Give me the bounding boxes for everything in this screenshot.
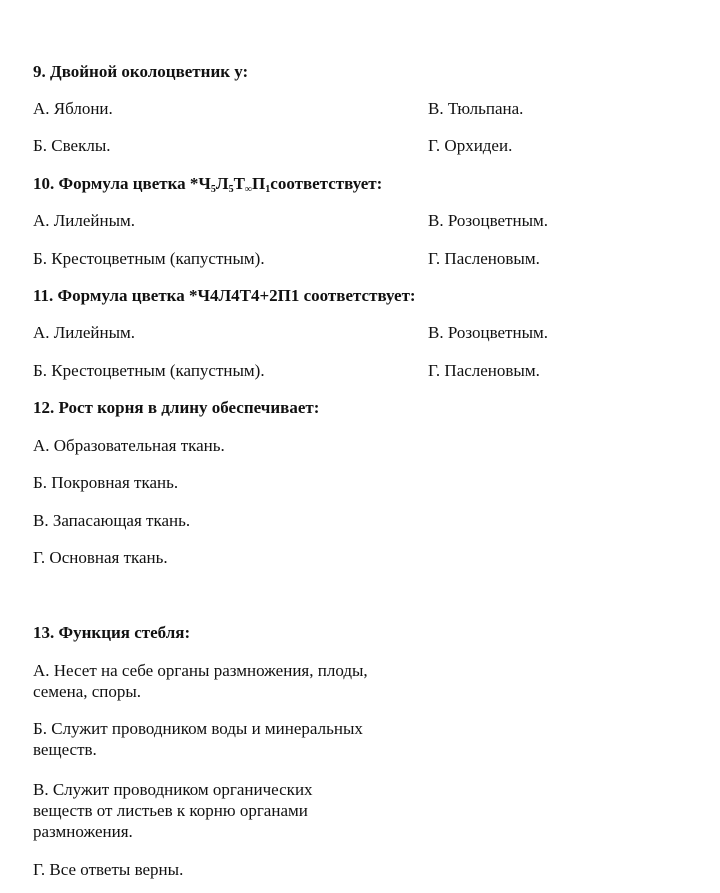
- q10-sub-stamens: ∞: [244, 184, 253, 195]
- q9-option-v: В. Тюльпана.: [428, 99, 524, 118]
- q9-option-g: Г. Орхидеи.: [428, 136, 513, 155]
- q11-option-a: А. Лилейным.: [33, 323, 136, 342]
- q9-option-a: А. Яблони.: [33, 99, 113, 118]
- q10-option-v: В. Розоцветным.: [428, 211, 549, 230]
- question-9-title: 9. Двойной околоцветник у:: [33, 62, 249, 81]
- q13-option-g: Г. Все ответы верны.: [33, 860, 184, 879]
- question-13-title: 13. Функция стебля:: [33, 623, 191, 642]
- q13-option-a: А. Несет на себе органы размножения, плоды, семена, споры.: [33, 661, 368, 701]
- q10-option-b: Б. Крестоцветным (капустным).: [33, 249, 265, 268]
- q10-title-prefix: 10. Формула цветка *Ч: [33, 174, 211, 193]
- q10-option-g: Г. Пасленовым.: [428, 249, 540, 268]
- q13-option-b: Б. Служит проводником воды и минеральных веществ.: [33, 719, 363, 759]
- q10-letter-p: П: [252, 174, 266, 193]
- q10-letter-t: Т: [233, 174, 245, 193]
- q12-option-g: Г. Основная ткань.: [33, 548, 168, 567]
- q12-option-v: В. Запасающая ткань.: [33, 511, 191, 530]
- q10-option-a: А. Лилейным.: [33, 211, 136, 230]
- q13-option-v: В. Служит проводником органических веществ от листьев к корню органами размножения.: [33, 780, 313, 841]
- q11-option-g: Г. Пасленовым.: [428, 361, 540, 380]
- question-10-title: [33, 174, 382, 194]
- q10-title-suffix: соответствует:: [270, 174, 383, 193]
- q11-option-v: В. Розоцветным.: [428, 323, 549, 342]
- q12-option-b: Б. Покровная ткань.: [33, 473, 179, 492]
- q11-option-b: Б. Крестоцветным (капустным).: [33, 361, 265, 380]
- question-11-title: 11. Формула цветка *Ч4Л4Т4+2П1 соответствует:: [33, 286, 416, 305]
- q10-sub-pistil: 1: [265, 184, 271, 195]
- q9-option-b: Б. Свеклы.: [33, 136, 111, 155]
- question-12-title: 12. Рост корня в длину обеспечивает:: [33, 398, 320, 417]
- q10-letter-l: Л: [215, 174, 229, 193]
- q10-sub-sepals: 5: [210, 184, 216, 195]
- q10-sub-petals: 5: [228, 184, 234, 195]
- q12-option-a: А. Образовательная ткань.: [33, 436, 225, 455]
